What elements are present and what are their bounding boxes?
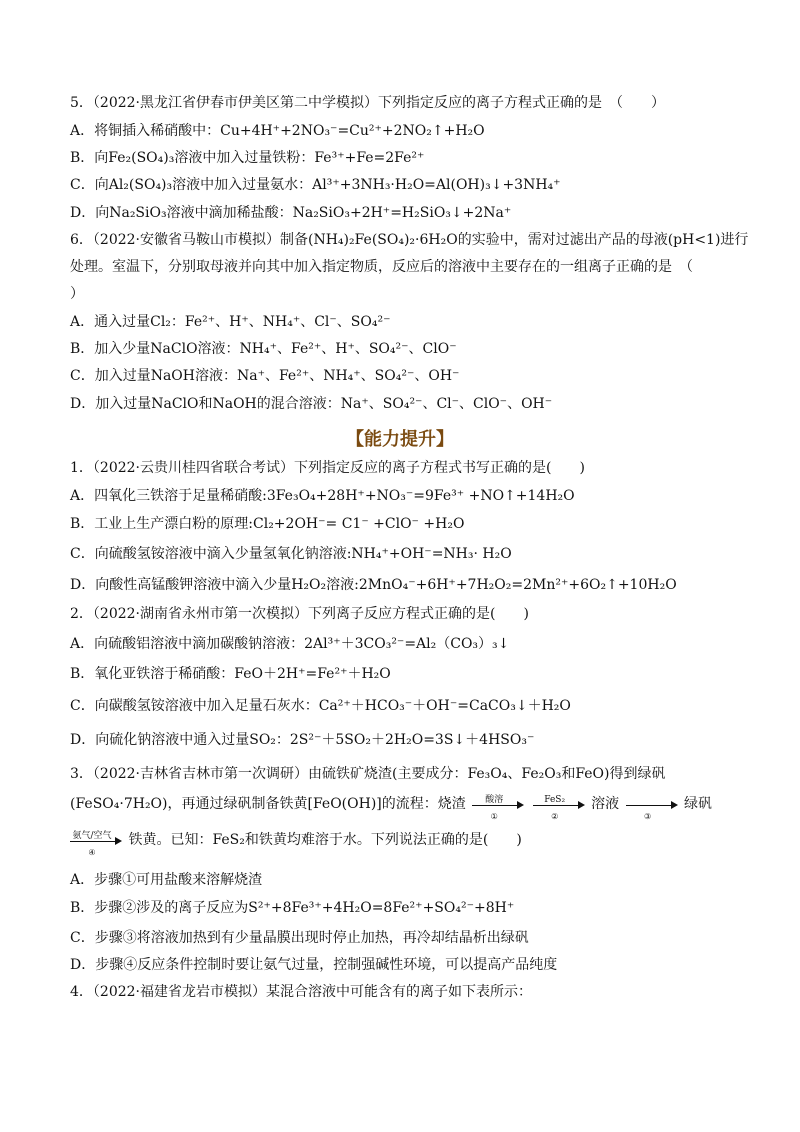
q6-option-a: A．通入过量Cl₂：Fe²⁺、H⁺、NH₄⁺、Cl⁻、SO₄²⁻	[70, 314, 391, 330]
p1-stem: 1．（2022·云贵川桂四省联合考试）下列指定反应的离子方程式书写正确的是( )	[70, 460, 585, 476]
q5-option-a: A．将铜插入稀硝酸中：Cu+4H⁺+2NO₃⁻=Cu²⁺+2NO₂↑+H₂O	[70, 123, 485, 139]
p1-option-d: D．向酸性高锰酸钾溶液中滴入少量H₂O₂溶液:2MnO₄⁻+6H⁺+7H₂O₂=2Mn²⁺+6O₂↑+10H₂O	[70, 577, 677, 593]
p3-flow-line2	[70, 830, 522, 857]
q5-option-b: B．向Fe₂(SO₄)₃溶液中加入过量铁粉：Fe³⁺+Fe=2Fe²⁺	[70, 150, 425, 166]
flow-arrow-step1	[472, 794, 524, 821]
section-title: 【能力提升】	[346, 429, 454, 450]
p2-option-c: C．向碳酸氢铵溶液中加入足量石灰水：Ca²⁺＋HCO₃⁻＋OH⁻=CaCO₃↓＋H₂O	[70, 698, 571, 714]
flow-arrow-step3	[626, 794, 678, 821]
p4-stem: 4．（2022·福建省龙岩市模拟）某混合溶液中可能含有的离子如下表所示：	[70, 984, 532, 1000]
arrow-step2-number: ②	[551, 812, 559, 821]
p3-flow-line	[70, 794, 713, 821]
q6-option-c: C．加入过量NaOH溶液：Na⁺、Fe²⁺、NH₄⁺、SO₄²⁻、OH⁻	[70, 368, 460, 384]
p3-option-a: A．步骤①可用盐酸来溶解烧渣	[70, 872, 263, 888]
arrow-step4-reagent: 氨气/空气	[72, 831, 112, 841]
arrow-step3-number: ③	[643, 812, 652, 821]
p3-option-b: B．步骤②涉及的离子反应为S²⁺+8Fe³⁺+4H₂O=8Fe²⁺+SO₄²⁻+8H⁺	[70, 900, 515, 916]
arrow-step1-reagent: 酸溶	[485, 795, 504, 805]
flow-solution: 溶液	[591, 796, 620, 812]
q5-option-c: C．向Al₂(SO₄)₃溶液中加入过量氨水：Al³⁺+3NH₃·H₂O=Al(OH)₃↓+3NH₄⁺	[70, 177, 561, 193]
q6-stem-line2: 处理。室温下，分别取母液并向其中加入指定物质，反应后的溶液中主要存在的一组离子正确的是 （	[70, 259, 693, 275]
p2-stem: 2．（2022·湖南省永州市第一次模拟）下列离子反应方程式正确的是( )	[70, 606, 529, 622]
p3-stem-line2: (FeSO₄·7H₂O)，再通过绿矾制备铁黄[FeO(OH)]的流程：烧渣	[70, 796, 466, 812]
p3-option-c: C．步骤③将溶液加热到有少量晶膜出现时停止加热，再冷却结晶析出绿矾	[70, 930, 529, 946]
q6-option-b: B．加入少量NaClO溶液：NH₄⁺、Fe²⁺、H⁺、SO₄²⁻、ClO⁻	[70, 341, 457, 357]
p1-option-a: A．四氧化三铁溶于足量稀硝酸:3Fe₃O₄+28H⁺+NO₃⁻=9Fe³⁺ +NO↑+14H₂O	[70, 488, 575, 504]
p1-option-c: C．向硫酸氢铵溶液中滴入少量氢氧化钠溶液:NH₄⁺+OH⁻=NH₃· H₂O	[70, 546, 512, 562]
flow-arrow-step2	[533, 794, 585, 821]
flow-green-vitriol: 绿矾	[684, 796, 713, 812]
q6-stem-line1: 6．（2022·安徽省马鞍山市模拟）制备(NH₄)₂Fe(SO₄)₂·6H₂O的实验中，需对过滤出产品的母液(pH<1)进行	[70, 232, 749, 248]
q6-option-d: D．加入过量NaClO和NaOH的混合溶液：Na⁺、SO₄²⁻、Cl⁻、ClO⁻、OH⁻	[70, 396, 553, 412]
p1-option-b: B．工业上生产漂白粉的原理:Cl₂+2OH⁻= C1⁻ +ClO⁻ +H₂O	[70, 516, 465, 532]
arrow-step4-number: ④	[88, 848, 96, 857]
p3-stem-line1: 3．（2022·吉林省吉林市第一次调研）由硫铁矿烧渣(主要成分：Fe₃O₄、Fe₂O₃和FeO)得到绿矾	[70, 766, 666, 782]
q6-stem-line3: ）	[70, 286, 84, 302]
arrow-step1-number: ①	[490, 812, 498, 821]
q5-option-d: D．向Na₂SiO₃溶液中滴加稀盐酸：Na₂SiO₃+2H⁺=H₂SiO₃↓+2Na⁺	[70, 205, 512, 221]
flow-arrow-step4	[70, 830, 122, 857]
p3-option-d: D．步骤④反应条件控制时要让氨气过量，控制强碱性环境，可以提高产品纯度	[70, 957, 558, 973]
arrow-step2-reagent: FeS₂	[544, 795, 566, 805]
p3-stem-line3: 铁黄。已知：FeS₂和铁黄均难溶于水。下列说法正确的是( )	[128, 832, 522, 848]
q5-stem: 5．（2022·黑龙江省伊春市伊美区第二中学模拟）下列指定反应的离子方程式正确的是 （ ）	[70, 95, 665, 111]
p2-option-b: B．氧化亚铁溶于稀硝酸：FeO＋2H⁺=Fe²⁺＋H₂O	[70, 666, 391, 682]
p2-option-a: A．向硫酸铝溶液中滴加碳酸钠溶液：2Al³⁺＋3CO₃²⁻=Al₂（CO₃）₃↓	[70, 636, 510, 652]
p2-option-d: D．向硫化钠溶液中通入过量SO₂：2S²⁻＋5SO₂＋2H₂O=3S↓＋4HSO₃⁻	[70, 732, 535, 748]
